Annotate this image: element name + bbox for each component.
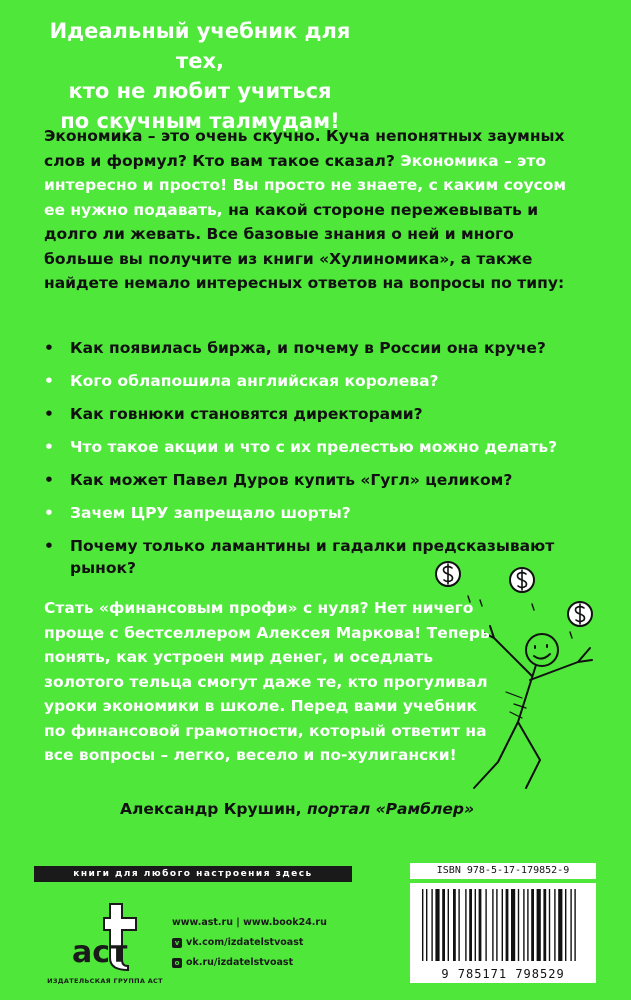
barcode-bar — [475, 889, 476, 961]
intro-paragraph — [44, 124, 584, 296]
barcode-bar — [570, 889, 571, 961]
question-text: Что такое акции и что с их прелестью можно делать? — [70, 438, 558, 456]
ok-link[interactable]: o ok.ru/izdatelstvoast — [172, 953, 327, 973]
barcode-bar — [527, 889, 528, 961]
bullet-icon: • — [44, 372, 54, 390]
intro-text-dark: на какой стороне пережевывать и долго ли жевать. Все базовые знания о ней и много больше вы получите из книги «Хулиномика», а также найдете немало интересных ответов на вопросы по типу: — [44, 200, 565, 292]
barcode-bar — [518, 889, 519, 961]
intro-text-dark: Экономика – это очень скучно. Куча непонятных заумных слов и формул? Кто вам такое сказал? — [44, 127, 565, 170]
barcode-bar — [431, 889, 432, 961]
barcode-bar — [574, 889, 575, 961]
barcode-bar — [422, 889, 423, 961]
question-text: Как может Павел Дуров купить «Гугл» целиком? — [70, 471, 513, 489]
bullet-icon: • — [44, 471, 54, 489]
outro-paragraph: Стать «финансовым профи» с нуля? Нет ничего проще с бестселлером Алексея Маркова! Теперь понять, как устроен мир денег, и оседлать золотого тельца смогут даже те, кто прогуливал уроки экономики в школе. Перед вами учебник по финансовой грамотности, который ответит на все вопросы – легко, весело и по-хулигански! — [44, 599, 490, 764]
question-text: Как появилась биржа, и почему в России она круче? — [70, 339, 546, 357]
isbn-label: ISBN 978-5-17-179852-9 — [410, 863, 596, 879]
barcode-bar — [465, 889, 466, 961]
barcode-bars — [410, 883, 596, 963]
list-item — [44, 370, 604, 392]
author-credit — [120, 798, 590, 820]
headline — [30, 16, 370, 136]
vk-link[interactable]: v vk.com/izdatelstvoast — [172, 933, 327, 953]
list-item — [44, 436, 604, 458]
mood-banner: книги для любого настроения здесь — [34, 866, 352, 882]
barcode-bar — [469, 889, 472, 961]
barcode-bar — [458, 889, 459, 961]
publisher-name: ИЗДАТЕЛЬСКАЯ ГРУППА АСТ — [47, 977, 163, 985]
barcode-bar — [448, 889, 449, 961]
barcode-bar — [565, 889, 566, 961]
question-text: Почему только ламантины и гадалки предсказывают рынок? — [70, 537, 555, 577]
bullet-icon: • — [44, 405, 54, 423]
author-name: Александр Крушин, — [120, 800, 302, 818]
list-item — [44, 403, 604, 425]
barcode-bar — [453, 889, 456, 961]
question-text: Зачем ЦРУ запрещало шорты? — [70, 504, 351, 522]
barcode-bar — [506, 889, 509, 961]
dollar-coin-icon — [510, 568, 534, 592]
barcode — [410, 883, 596, 983]
barcode-bar — [523, 889, 524, 961]
dollar-coin-icon — [568, 602, 592, 626]
barcode-bar — [543, 889, 546, 961]
barcode-bar — [554, 889, 555, 961]
barcode-bar — [492, 889, 493, 961]
barcode-bar — [558, 889, 562, 961]
barcode-bar — [496, 889, 497, 961]
dollar-coin-icon — [436, 562, 460, 586]
vk-icon: v — [172, 938, 182, 948]
barcode-bar — [435, 889, 439, 961]
website-link[interactable]: www.ast.ru | www.book24.ru — [172, 917, 327, 928]
publisher-links — [172, 913, 327, 973]
barcode-bar — [531, 889, 534, 961]
author-source: портал «Рамблер» — [306, 800, 475, 818]
list-item — [44, 469, 604, 491]
barcode-bar — [442, 889, 445, 961]
ok-icon: o — [172, 958, 182, 968]
intro-text-light: Экономика – это интересно и просто! Вы просто не знаете, с каким соусом ее нужно подавать, — [44, 151, 567, 219]
barcode-number: 9 785171 798529 — [441, 967, 565, 981]
question-text: Кого облапошила английская королева? — [70, 372, 439, 390]
logo-text: аст — [72, 935, 128, 970]
barcode-bar — [502, 889, 503, 961]
headline-line: по скучным талмудам! — [60, 109, 340, 133]
ast-logo-icon — [70, 900, 142, 972]
headline-line: кто не любит учиться — [68, 79, 332, 103]
barcode-bar — [511, 889, 515, 961]
headline-line: Идеальный учебник для тех, — [49, 19, 351, 73]
list-item — [44, 502, 604, 524]
bullet-icon: • — [44, 537, 54, 555]
barcode-bar — [426, 889, 427, 961]
bullet-icon: • — [44, 339, 54, 357]
barcode-bar — [537, 889, 541, 961]
list-item — [44, 337, 604, 359]
barcode-bar — [485, 889, 486, 961]
bullet-icon: • — [44, 504, 54, 522]
question-text: Как говнюки становятся директорами? — [70, 405, 423, 423]
bullet-icon: • — [44, 438, 54, 456]
barcode-bar — [549, 889, 550, 961]
barcode-bar — [479, 889, 482, 961]
